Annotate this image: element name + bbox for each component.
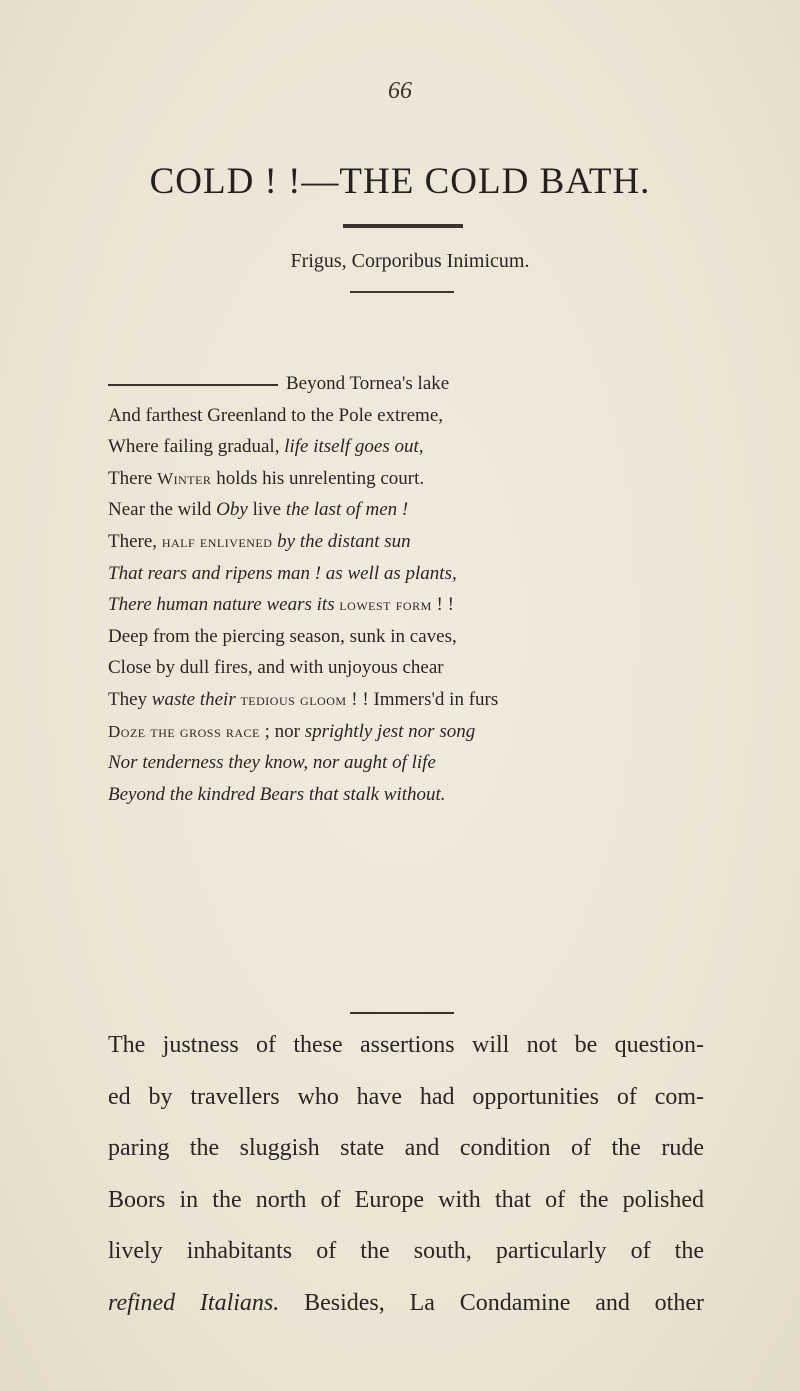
text-run: holds his unrelenting court. [211, 467, 425, 489]
text-run: Boors in the north of Europe with that of the polished [108, 1186, 704, 1213]
text-run: That rears and ripens man ! as well as plants, [108, 562, 457, 584]
verse-line [108, 531, 411, 553]
text-run: Deep from the piercing season, sunk in caves, [108, 625, 457, 647]
text-run: lowest form [339, 595, 432, 615]
text-run: There human nature wears its [108, 594, 340, 616]
text-run: Beyond the kindred Bears that stalk without. [108, 783, 446, 805]
text-run: There, [108, 531, 162, 552]
text-run: by the distant sun [272, 531, 411, 552]
text-run: tedious gloom [240, 690, 347, 709]
page-number: 66 [388, 78, 412, 104]
text-run: Oby [216, 499, 248, 521]
prose-line [108, 1238, 704, 1265]
verse-line [108, 468, 424, 490]
verse-line [108, 594, 454, 616]
text-run: live [247, 499, 286, 521]
text-run: the gross race [150, 721, 260, 741]
text-run: ; nor [259, 720, 305, 742]
motto-divider [350, 291, 454, 293]
text-run: paring the sluggish state and condition of the rude [108, 1135, 704, 1161]
text-run: refined Italians. [108, 1289, 280, 1316]
verse-line [108, 499, 408, 521]
text-run: There [108, 467, 158, 489]
title-divider [343, 224, 463, 228]
verse-line [108, 563, 457, 585]
text-run: Where failing gradual, [108, 436, 285, 458]
verse-line [108, 405, 443, 427]
verse-line [108, 373, 449, 395]
text-run: They [108, 689, 152, 710]
text-run: Winter [157, 468, 212, 488]
prose-line [108, 1084, 704, 1111]
prose-line [108, 1187, 704, 1214]
verse-line [108, 721, 475, 743]
lead-dash [108, 384, 278, 386]
text-run: the last of men ! [285, 499, 409, 521]
text-run: life itself goes out, [284, 436, 424, 458]
text-run: Besides, La Condamine and other [279, 1289, 704, 1316]
text-run: waste their [151, 689, 241, 710]
prose-line [108, 1032, 704, 1059]
text-run: Nor tenderness they know, nor aught of life [108, 752, 436, 774]
text-run: ed by travellers who have had opportunities of com- [108, 1083, 704, 1110]
text-run: Close by dull fires, and with unjoyous chear [108, 657, 444, 679]
verse-line [108, 752, 436, 774]
latin-motto: Frigus, Corporibus Inimicum. [290, 250, 530, 272]
text-run: ! ! Immers'd in furs [346, 689, 499, 710]
verse-line [108, 689, 498, 711]
text-run: lively inhabitants of the south, particularly of the [108, 1238, 704, 1264]
chapter-title: COLD ! !—THE COLD BATH. [149, 161, 651, 202]
text-run: sprightly jest nor song [304, 720, 476, 742]
text-run: half enlivened [161, 532, 273, 551]
text-run: The justness of these assertions will not be question- [108, 1032, 704, 1058]
prose-line [108, 1135, 704, 1162]
text-run: Doze [108, 721, 146, 741]
verse-divider [350, 1012, 454, 1014]
verse-line [108, 784, 446, 806]
verse-line [108, 436, 424, 458]
text-run: ! ! [431, 594, 454, 616]
prose-line [108, 1290, 704, 1317]
text-run: Near the wild [108, 499, 217, 521]
verse-line [108, 657, 444, 679]
text-run: Beyond Tornea's lake [286, 373, 450, 394]
verse-line [108, 626, 457, 648]
text-run: And farthest Greenland to the Pole extreme, [108, 404, 444, 426]
